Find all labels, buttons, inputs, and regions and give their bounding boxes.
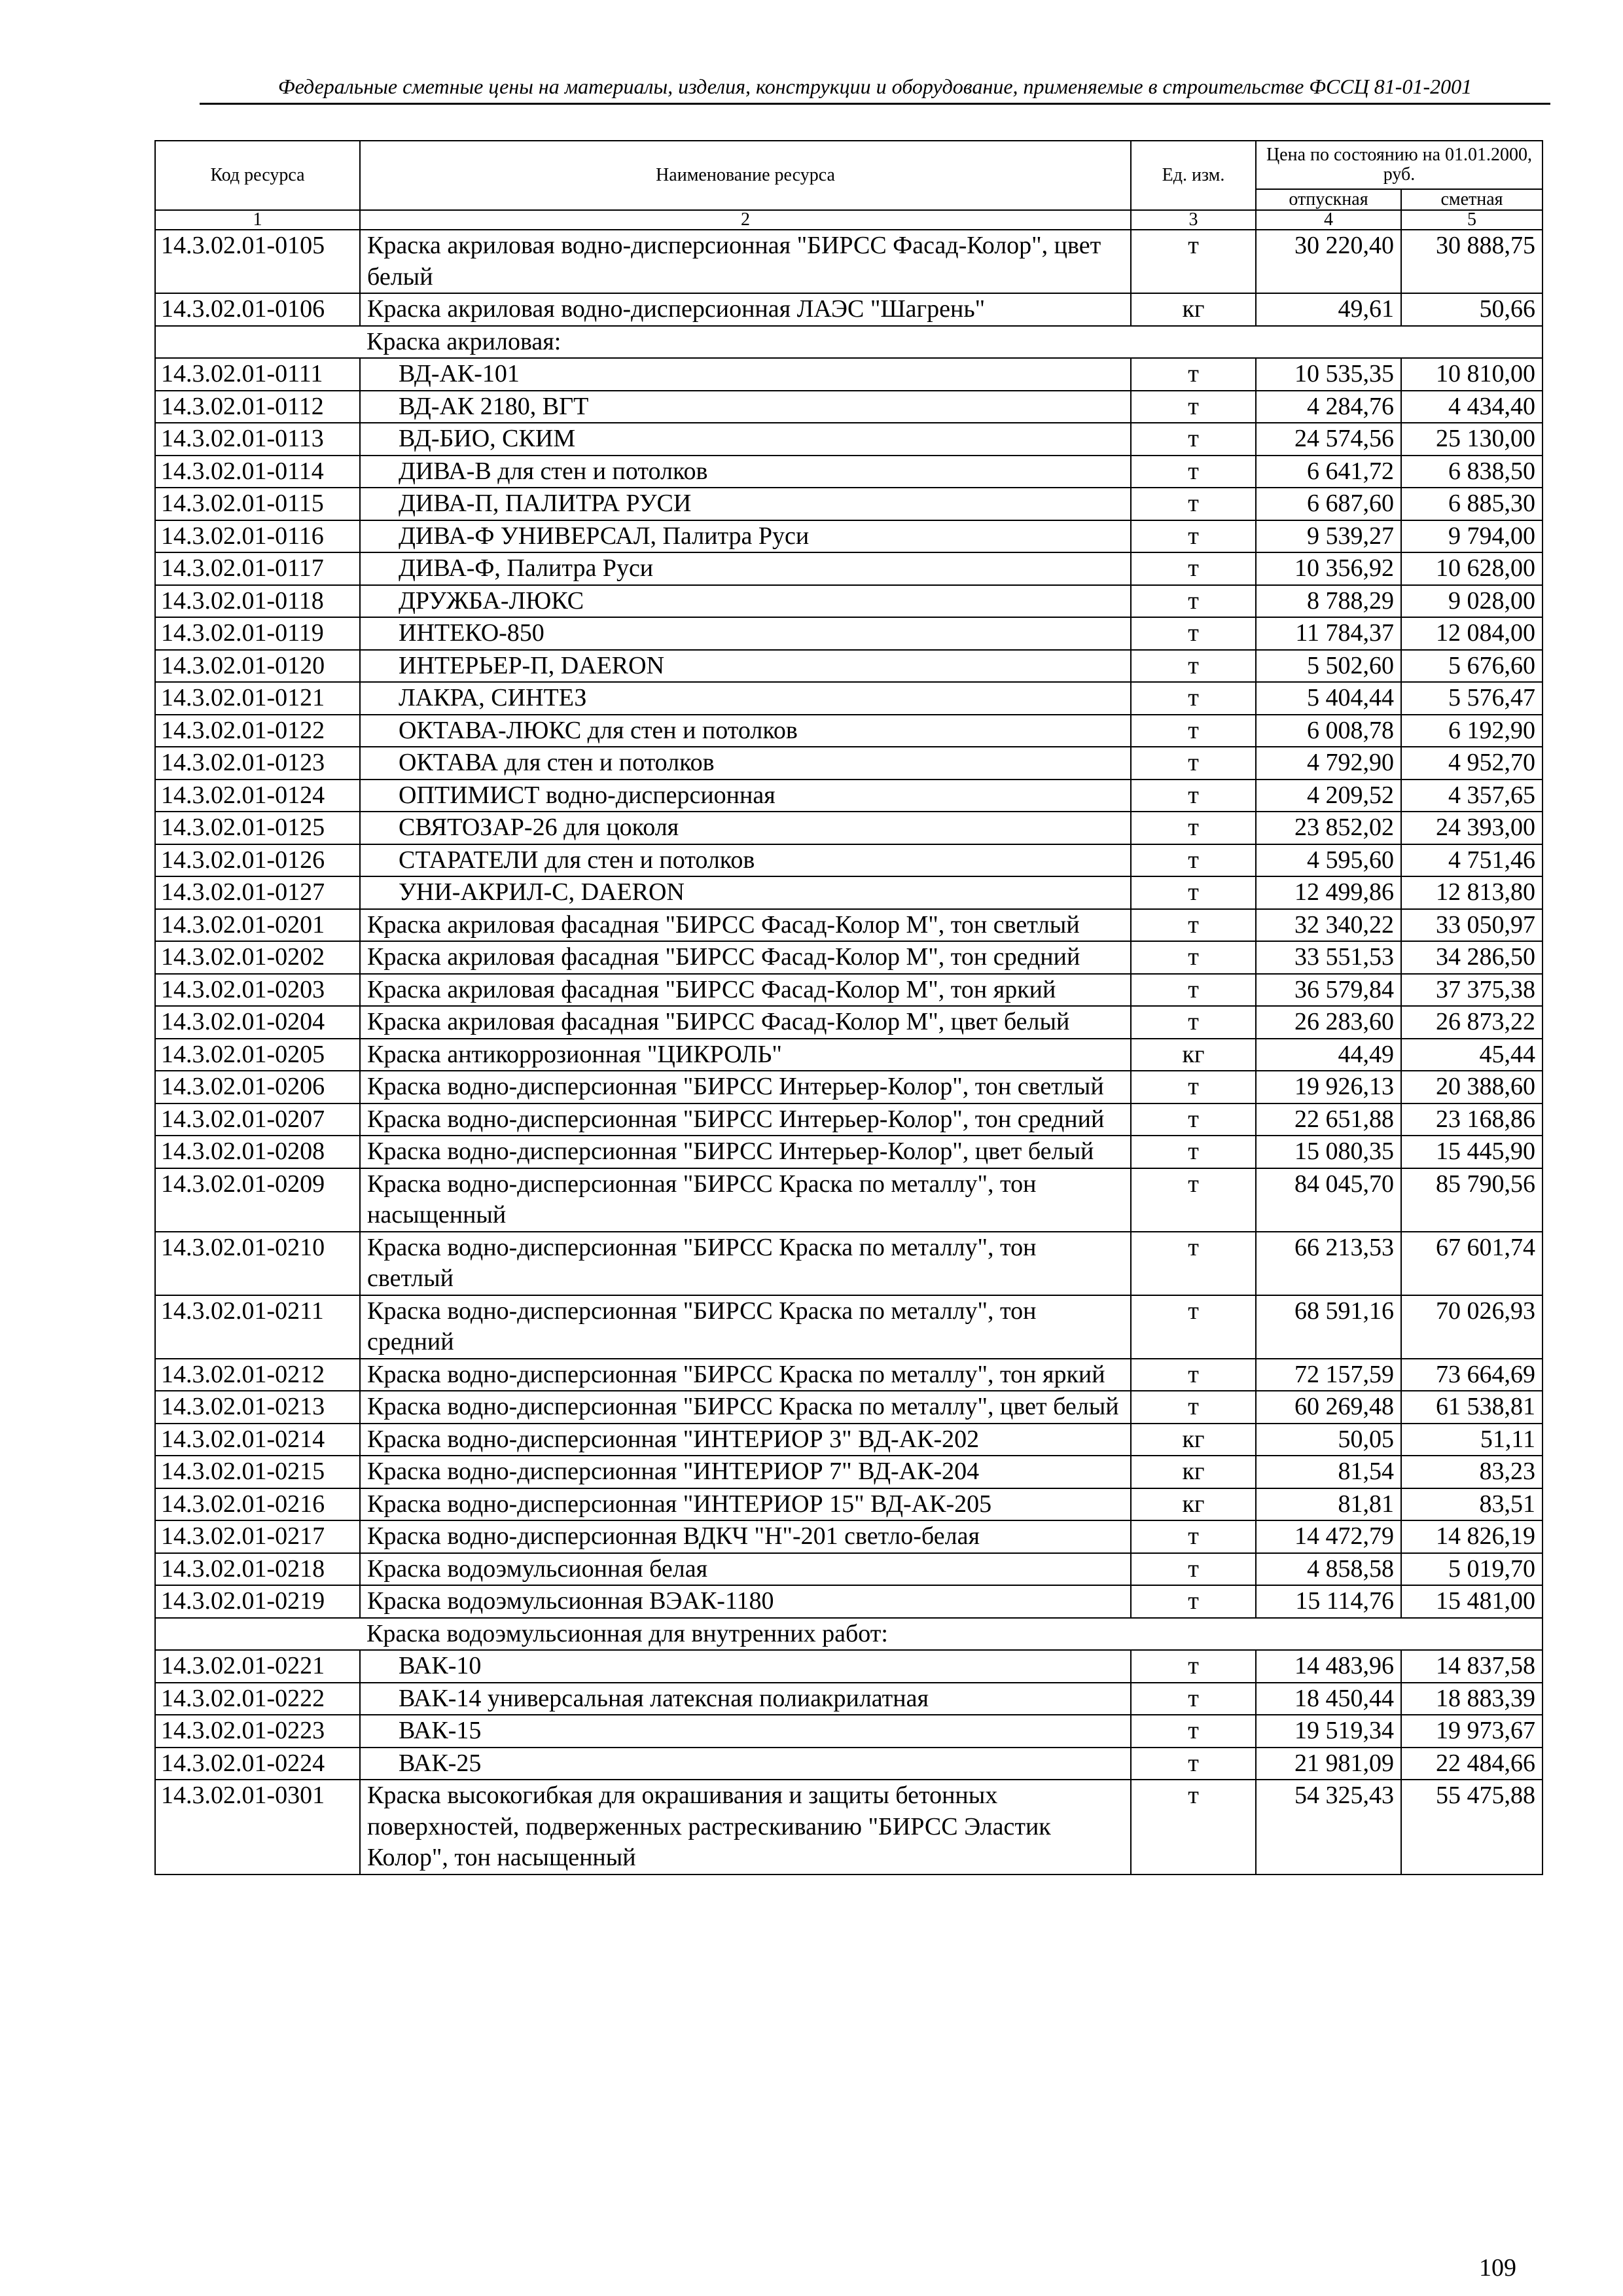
unit: т [1131, 1683, 1256, 1715]
col-header-estimate: сметная [1401, 189, 1543, 210]
resource-name: Краска водно-дисперсионная "БИРСС Краска по металлу", тон светлый [360, 1232, 1131, 1295]
resource-code: 14.3.02.01-0124 [155, 780, 360, 812]
release-price: 66 213,53 [1256, 1232, 1401, 1295]
table-row [155, 747, 1543, 780]
unit: т [1131, 780, 1256, 812]
col-header-price-group: Цена по состоянию на 01.01.2000, руб. [1256, 141, 1543, 189]
release-price: 23 852,02 [1256, 812, 1401, 844]
estimate-price: 9 794,00 [1401, 520, 1543, 553]
table-row [155, 1520, 1543, 1553]
release-price: 81,54 [1256, 1456, 1401, 1488]
resource-name: ВАК-25 [360, 1748, 1131, 1780]
resource-name: Краска водно-дисперсионная "БИРСС Краска по металлу", цвет белый [360, 1391, 1131, 1424]
unit: т [1131, 1650, 1256, 1683]
table-row [155, 552, 1543, 585]
estimate-price: 4 357,65 [1401, 780, 1543, 812]
estimate-price: 37 375,38 [1401, 974, 1543, 1007]
resource-name: Краска водно-дисперсионная "БИРСС Краска по металлу", тон средний [360, 1295, 1131, 1359]
release-price: 72 157,59 [1256, 1359, 1401, 1391]
resource-code: 14.3.02.01-0126 [155, 844, 360, 877]
estimate-price: 12 813,80 [1401, 876, 1543, 909]
release-price: 6 687,60 [1256, 488, 1401, 520]
resource-name: Краска водно-дисперсионная "БИРСС Интерьер-Колор", тон светлый [360, 1071, 1131, 1103]
release-price: 4 284,76 [1256, 391, 1401, 423]
unit: т [1131, 1780, 1256, 1874]
table-row [155, 456, 1543, 488]
estimate-price: 10 628,00 [1401, 552, 1543, 585]
estimate-price: 4 751,46 [1401, 844, 1543, 877]
estimate-price: 5 676,60 [1401, 650, 1543, 683]
unit: т [1131, 230, 1256, 293]
unit: т [1131, 682, 1256, 715]
table-row [155, 520, 1543, 553]
resource-code: 14.3.02.01-0123 [155, 747, 360, 780]
estimate-price: 61 538,81 [1401, 1391, 1543, 1424]
resource-code: 14.3.02.01-0105 [155, 230, 360, 293]
unit: т [1131, 552, 1256, 585]
unit: т [1131, 1071, 1256, 1103]
table-row [155, 230, 1543, 293]
price-table [154, 140, 1543, 1875]
resource-name: ДИВА-Ф, Палитра Руси [360, 552, 1131, 585]
resource-name: Краска водоэмульсионная белая [360, 1553, 1131, 1586]
unit: т [1131, 1585, 1256, 1618]
estimate-price: 23 168,86 [1401, 1103, 1543, 1136]
unit: т [1131, 1553, 1256, 1586]
resource-name: ВАК-10 [360, 1650, 1131, 1683]
table-row [155, 1136, 1543, 1168]
estimate-price: 5 019,70 [1401, 1553, 1543, 1586]
unit: т [1131, 1232, 1256, 1295]
estimate-price: 67 601,74 [1401, 1232, 1543, 1295]
table-row [155, 876, 1543, 909]
table-row [155, 1232, 1543, 1295]
unit: т [1131, 1520, 1256, 1553]
unit: т [1131, 747, 1256, 780]
resource-code: 14.3.02.01-0122 [155, 715, 360, 747]
table-body [155, 230, 1543, 1874]
resource-code: 14.3.02.01-0222 [155, 1683, 360, 1715]
release-price: 4 792,90 [1256, 747, 1401, 780]
resource-name: ДИВА-В для стен и потолков [360, 456, 1131, 488]
release-price: 19 926,13 [1256, 1071, 1401, 1103]
release-price: 8 788,29 [1256, 585, 1401, 618]
unit: т [1131, 1748, 1256, 1780]
resource-name: Краска водно-дисперсионная "ИНТЕРИОР 3" ВД-АК-202 [360, 1424, 1131, 1456]
resource-name: Краска водоэмульсионная ВЭАК-1180 [360, 1585, 1131, 1618]
table-row [155, 585, 1543, 618]
resource-name: ВД-АК-101 [360, 358, 1131, 391]
table-row [155, 1295, 1543, 1359]
estimate-price: 33 050,97 [1401, 909, 1543, 942]
col-header-code: Код ресурса [155, 141, 360, 210]
table-row [155, 941, 1543, 974]
table-row [155, 650, 1543, 683]
table-row [155, 617, 1543, 650]
release-price: 49,61 [1256, 293, 1401, 326]
estimate-price: 25 130,00 [1401, 423, 1543, 456]
estimate-price: 20 388,60 [1401, 1071, 1543, 1103]
resource-name: СВЯТОЗАР-26 для цоколя [360, 812, 1131, 844]
resource-name: Краска водно-дисперсионная "БИРСС Интерьер-Колор", тон средний [360, 1103, 1131, 1136]
table-row [155, 1650, 1543, 1683]
estimate-price: 51,11 [1401, 1424, 1543, 1456]
table-row [155, 1488, 1543, 1521]
estimate-price: 15 445,90 [1401, 1136, 1543, 1168]
estimate-price: 6 838,50 [1401, 456, 1543, 488]
resource-code: 14.3.02.01-0208 [155, 1136, 360, 1168]
table-row [155, 1071, 1543, 1103]
header-row [155, 141, 1543, 189]
unit: т [1131, 1715, 1256, 1748]
release-price: 4 595,60 [1256, 844, 1401, 877]
table-row [155, 780, 1543, 812]
release-price: 11 784,37 [1256, 617, 1401, 650]
resource-name: Краска антикоррозионная "ЦИКРОЛЬ" [360, 1039, 1131, 1071]
estimate-price: 18 883,39 [1401, 1683, 1543, 1715]
table-row [155, 715, 1543, 747]
release-price: 5 404,44 [1256, 682, 1401, 715]
table-row [155, 391, 1543, 423]
resource-code: 14.3.02.01-0219 [155, 1585, 360, 1618]
estimate-price: 30 888,75 [1401, 230, 1543, 293]
release-price: 84 045,70 [1256, 1168, 1401, 1232]
estimate-price: 14 826,19 [1401, 1520, 1543, 1553]
unit: т [1131, 1295, 1256, 1359]
estimate-price: 24 393,00 [1401, 812, 1543, 844]
group-label: Краска акриловая: [360, 326, 1543, 359]
release-price: 6 641,72 [1256, 456, 1401, 488]
unit: кг [1131, 1488, 1256, 1521]
resource-name: ДРУЖБА-ЛЮКС [360, 585, 1131, 618]
resource-name: ВД-АК 2180, ВГТ [360, 391, 1131, 423]
column-number: 5 [1401, 210, 1543, 230]
release-price: 26 283,60 [1256, 1006, 1401, 1039]
estimate-price: 34 286,50 [1401, 941, 1543, 974]
unit: т [1131, 876, 1256, 909]
release-price: 18 450,44 [1256, 1683, 1401, 1715]
resource-code: 14.3.02.01-0224 [155, 1748, 360, 1780]
estimate-price: 6 885,30 [1401, 488, 1543, 520]
column-number-row [155, 210, 1543, 230]
unit: т [1131, 1359, 1256, 1391]
release-price: 9 539,27 [1256, 520, 1401, 553]
resource-code: 14.3.02.01-0118 [155, 585, 360, 618]
unit: т [1131, 391, 1256, 423]
table-row [155, 1683, 1543, 1715]
unit: т [1131, 456, 1256, 488]
table-row [155, 293, 1543, 326]
estimate-price: 45,44 [1401, 1039, 1543, 1071]
table-row [155, 1456, 1543, 1488]
unit: т [1131, 909, 1256, 942]
unit: т [1131, 715, 1256, 747]
release-price: 68 591,16 [1256, 1295, 1401, 1359]
table-row [155, 488, 1543, 520]
resource-code: 14.3.02.01-0111 [155, 358, 360, 391]
resource-code: 14.3.02.01-0214 [155, 1424, 360, 1456]
release-price: 50,05 [1256, 1424, 1401, 1456]
estimate-price: 14 837,58 [1401, 1650, 1543, 1683]
estimate-price: 83,51 [1401, 1488, 1543, 1521]
col-header-unit: Ед. изм. [1131, 141, 1256, 210]
table-row [155, 1553, 1543, 1586]
resource-name: Краска водно-дисперсионная "ИНТЕРИОР 15" ВД-АК-205 [360, 1488, 1131, 1521]
estimate-price: 9 028,00 [1401, 585, 1543, 618]
resource-name: Краска акриловая фасадная "БИРСС Фасад-Колор М", тон средний [360, 941, 1131, 974]
resource-code: 14.3.02.01-0114 [155, 456, 360, 488]
resource-code: 14.3.02.01-0212 [155, 1359, 360, 1391]
table-row [155, 1780, 1543, 1874]
resource-code: 14.3.02.01-0301 [155, 1780, 360, 1874]
estimate-price: 5 576,47 [1401, 682, 1543, 715]
estimate-price: 4 952,70 [1401, 747, 1543, 780]
release-price: 81,81 [1256, 1488, 1401, 1521]
release-price: 30 220,40 [1256, 230, 1401, 293]
unit: кг [1131, 1424, 1256, 1456]
resource-name: Краска акриловая фасадная "БИРСС Фасад-Колор М", тон светлый [360, 909, 1131, 942]
unit: кг [1131, 293, 1256, 326]
unit: т [1131, 844, 1256, 877]
col-header-release: отпускная [1256, 189, 1401, 210]
resource-name: ЛАКРА, СИНТЕЗ [360, 682, 1131, 715]
resource-code: 14.3.02.01-0121 [155, 682, 360, 715]
resource-code: 14.3.02.01-0125 [155, 812, 360, 844]
release-price: 10 356,92 [1256, 552, 1401, 585]
release-price: 19 519,34 [1256, 1715, 1401, 1748]
unit: т [1131, 423, 1256, 456]
resource-code: 14.3.02.01-0206 [155, 1071, 360, 1103]
resource-name: ОКТАВА для стен и потолков [360, 747, 1131, 780]
resource-code: 14.3.02.01-0211 [155, 1295, 360, 1359]
unit: т [1131, 1391, 1256, 1424]
unit: т [1131, 520, 1256, 553]
resource-code: 14.3.02.01-0116 [155, 520, 360, 553]
resource-name: Краска акриловая водно-дисперсионная "БИРСС Фасад-Колор", цвет белый [360, 230, 1131, 293]
table-row [155, 1103, 1543, 1136]
unit: т [1131, 1103, 1256, 1136]
estimate-price: 22 484,66 [1401, 1748, 1543, 1780]
table-row [155, 1585, 1543, 1618]
table-row [155, 1715, 1543, 1748]
resource-code: 14.3.02.01-0204 [155, 1006, 360, 1039]
group-empty-cell [155, 1618, 360, 1651]
release-price: 36 579,84 [1256, 974, 1401, 1007]
unit: т [1131, 974, 1256, 1007]
table-row [155, 682, 1543, 715]
estimate-price: 73 664,69 [1401, 1359, 1543, 1391]
column-number: 3 [1131, 210, 1256, 230]
estimate-price: 4 434,40 [1401, 391, 1543, 423]
unit: кг [1131, 1456, 1256, 1488]
release-price: 44,49 [1256, 1039, 1401, 1071]
resource-name: ДИВА-Ф УНИВЕРСАЛ, Палитра Руси [360, 520, 1131, 553]
release-price: 5 502,60 [1256, 650, 1401, 683]
resource-name: Краска водно-дисперсионная "БИРСС Краска по металлу", тон яркий [360, 1359, 1131, 1391]
resource-name: СТАРАТЕЛИ для стен и потолков [360, 844, 1131, 877]
release-price: 10 535,35 [1256, 358, 1401, 391]
estimate-price: 70 026,93 [1401, 1295, 1543, 1359]
resource-code: 14.3.02.01-0127 [155, 876, 360, 909]
release-price: 22 651,88 [1256, 1103, 1401, 1136]
resource-code: 14.3.02.01-0203 [155, 974, 360, 1007]
release-price: 21 981,09 [1256, 1748, 1401, 1780]
resource-name: ВД-БИО, СКИМ [360, 423, 1131, 456]
unit: т [1131, 1006, 1256, 1039]
resource-name: Краска высокогибкая для окрашивания и защиты бетонных поверхностей, подверженных растрескиванию "БИРСС Эластик Колор", тон насыщенный [360, 1780, 1131, 1874]
table-row [155, 358, 1543, 391]
group-row [155, 1618, 1543, 1651]
release-price: 33 551,53 [1256, 941, 1401, 974]
resource-code: 14.3.02.01-0117 [155, 552, 360, 585]
resource-name: Краска акриловая фасадная "БИРСС Фасад-Колор М", тон яркий [360, 974, 1131, 1007]
resource-name: Краска водно-дисперсионная "БИРСС Интерьер-Колор", цвет белый [360, 1136, 1131, 1168]
table-row [155, 1748, 1543, 1780]
estimate-price: 15 481,00 [1401, 1585, 1543, 1618]
resource-code: 14.3.02.01-0218 [155, 1553, 360, 1586]
resource-name: ВАК-15 [360, 1715, 1131, 1748]
table-row [155, 1168, 1543, 1232]
unit: т [1131, 941, 1256, 974]
unit: т [1131, 812, 1256, 844]
resource-name: Краска акриловая фасадная "БИРСС Фасад-Колор М", цвет белый [360, 1006, 1131, 1039]
group-empty-cell [155, 326, 360, 359]
resource-code: 14.3.02.01-0209 [155, 1168, 360, 1232]
page-header: Федеральные сметные цены на материалы, изделия, конструкции и оборудование, применяемые в строительстве ФССЦ 81-01-2001 [277, 75, 1472, 98]
table-row [155, 812, 1543, 844]
resource-code: 14.3.02.01-0106 [155, 293, 360, 326]
release-price: 15 114,76 [1256, 1585, 1401, 1618]
release-price: 14 483,96 [1256, 1650, 1401, 1683]
unit: т [1131, 358, 1256, 391]
column-number: 2 [360, 210, 1131, 230]
estimate-price: 85 790,56 [1401, 1168, 1543, 1232]
resource-name: Краска водно-дисперсионная "ИНТЕРИОР 7" ВД-АК-204 [360, 1456, 1131, 1488]
estimate-price: 6 192,90 [1401, 715, 1543, 747]
resource-code: 14.3.02.01-0215 [155, 1456, 360, 1488]
table-row [155, 1359, 1543, 1391]
release-price: 14 472,79 [1256, 1520, 1401, 1553]
resource-code: 14.3.02.01-0119 [155, 617, 360, 650]
release-price: 6 008,78 [1256, 715, 1401, 747]
resource-code: 14.3.02.01-0112 [155, 391, 360, 423]
resource-name: ИНТЕКО-850 [360, 617, 1131, 650]
estimate-price: 12 084,00 [1401, 617, 1543, 650]
release-price: 4 858,58 [1256, 1553, 1401, 1586]
unit: т [1131, 585, 1256, 618]
resource-code: 14.3.02.01-0221 [155, 1650, 360, 1683]
estimate-price: 50,66 [1401, 293, 1543, 326]
resource-name: УНИ-АКРИЛ-С, DAERON [360, 876, 1131, 909]
resource-name: Краска акриловая водно-дисперсионная ЛАЭС "Шагрень" [360, 293, 1131, 326]
release-price: 60 269,48 [1256, 1391, 1401, 1424]
table-row [155, 1424, 1543, 1456]
release-price: 32 340,22 [1256, 909, 1401, 942]
column-number: 1 [155, 210, 360, 230]
release-price: 15 080,35 [1256, 1136, 1401, 1168]
resource-code: 14.3.02.01-0120 [155, 650, 360, 683]
resource-code: 14.3.02.01-0216 [155, 1488, 360, 1521]
release-price: 54 325,43 [1256, 1780, 1401, 1874]
resource-name: ДИВА-П, ПАЛИТРА РУСИ [360, 488, 1131, 520]
table-row [155, 909, 1543, 942]
estimate-price: 26 873,22 [1401, 1006, 1543, 1039]
table-row [155, 974, 1543, 1007]
resource-name: Краска водно-дисперсионная "БИРСС Краска по металлу", тон насыщенный [360, 1168, 1131, 1232]
release-price: 12 499,86 [1256, 876, 1401, 909]
estimate-price: 83,23 [1401, 1456, 1543, 1488]
header-rule [200, 103, 1550, 105]
table-row [155, 1006, 1543, 1039]
resource-code: 14.3.02.01-0207 [155, 1103, 360, 1136]
resource-code: 14.3.02.01-0202 [155, 941, 360, 974]
resource-name: ОКТАВА-ЛЮКС для стен и потолков [360, 715, 1131, 747]
unit: т [1131, 617, 1256, 650]
resource-code: 14.3.02.01-0113 [155, 423, 360, 456]
group-label: Краска водоэмульсионная для внутренних работ: [360, 1618, 1543, 1651]
unit: т [1131, 488, 1256, 520]
resource-code: 14.3.02.01-0201 [155, 909, 360, 942]
release-price: 24 574,56 [1256, 423, 1401, 456]
page-number: 109 [1479, 2254, 1516, 2282]
estimate-price: 55 475,88 [1401, 1780, 1543, 1874]
table-row [155, 844, 1543, 877]
release-price: 4 209,52 [1256, 780, 1401, 812]
resource-code: 14.3.02.01-0217 [155, 1520, 360, 1553]
resource-code: 14.3.02.01-0213 [155, 1391, 360, 1424]
resource-name: ВАК-14 универсальная латексная полиакрилатная [360, 1683, 1131, 1715]
estimate-price: 10 810,00 [1401, 358, 1543, 391]
resource-code: 14.3.02.01-0115 [155, 488, 360, 520]
resource-name: Краска водно-дисперсионная ВДКЧ "Н"-201 светло-белая [360, 1520, 1131, 1553]
unit: т [1131, 650, 1256, 683]
resource-code: 14.3.02.01-0205 [155, 1039, 360, 1071]
resource-code: 14.3.02.01-0223 [155, 1715, 360, 1748]
resource-name: ИНТЕРЬЕР-П, DAERON [360, 650, 1131, 683]
unit: т [1131, 1136, 1256, 1168]
resource-code: 14.3.02.01-0210 [155, 1232, 360, 1295]
group-row [155, 326, 1543, 359]
column-number: 4 [1256, 210, 1401, 230]
col-header-name: Наименование ресурса [360, 141, 1131, 210]
table-row [155, 1039, 1543, 1071]
unit: кг [1131, 1039, 1256, 1071]
unit: т [1131, 1168, 1256, 1232]
table-row [155, 1391, 1543, 1424]
resource-name: ОПТИМИСТ водно-дисперсионная [360, 780, 1131, 812]
table-row [155, 423, 1543, 456]
estimate-price: 19 973,67 [1401, 1715, 1543, 1748]
